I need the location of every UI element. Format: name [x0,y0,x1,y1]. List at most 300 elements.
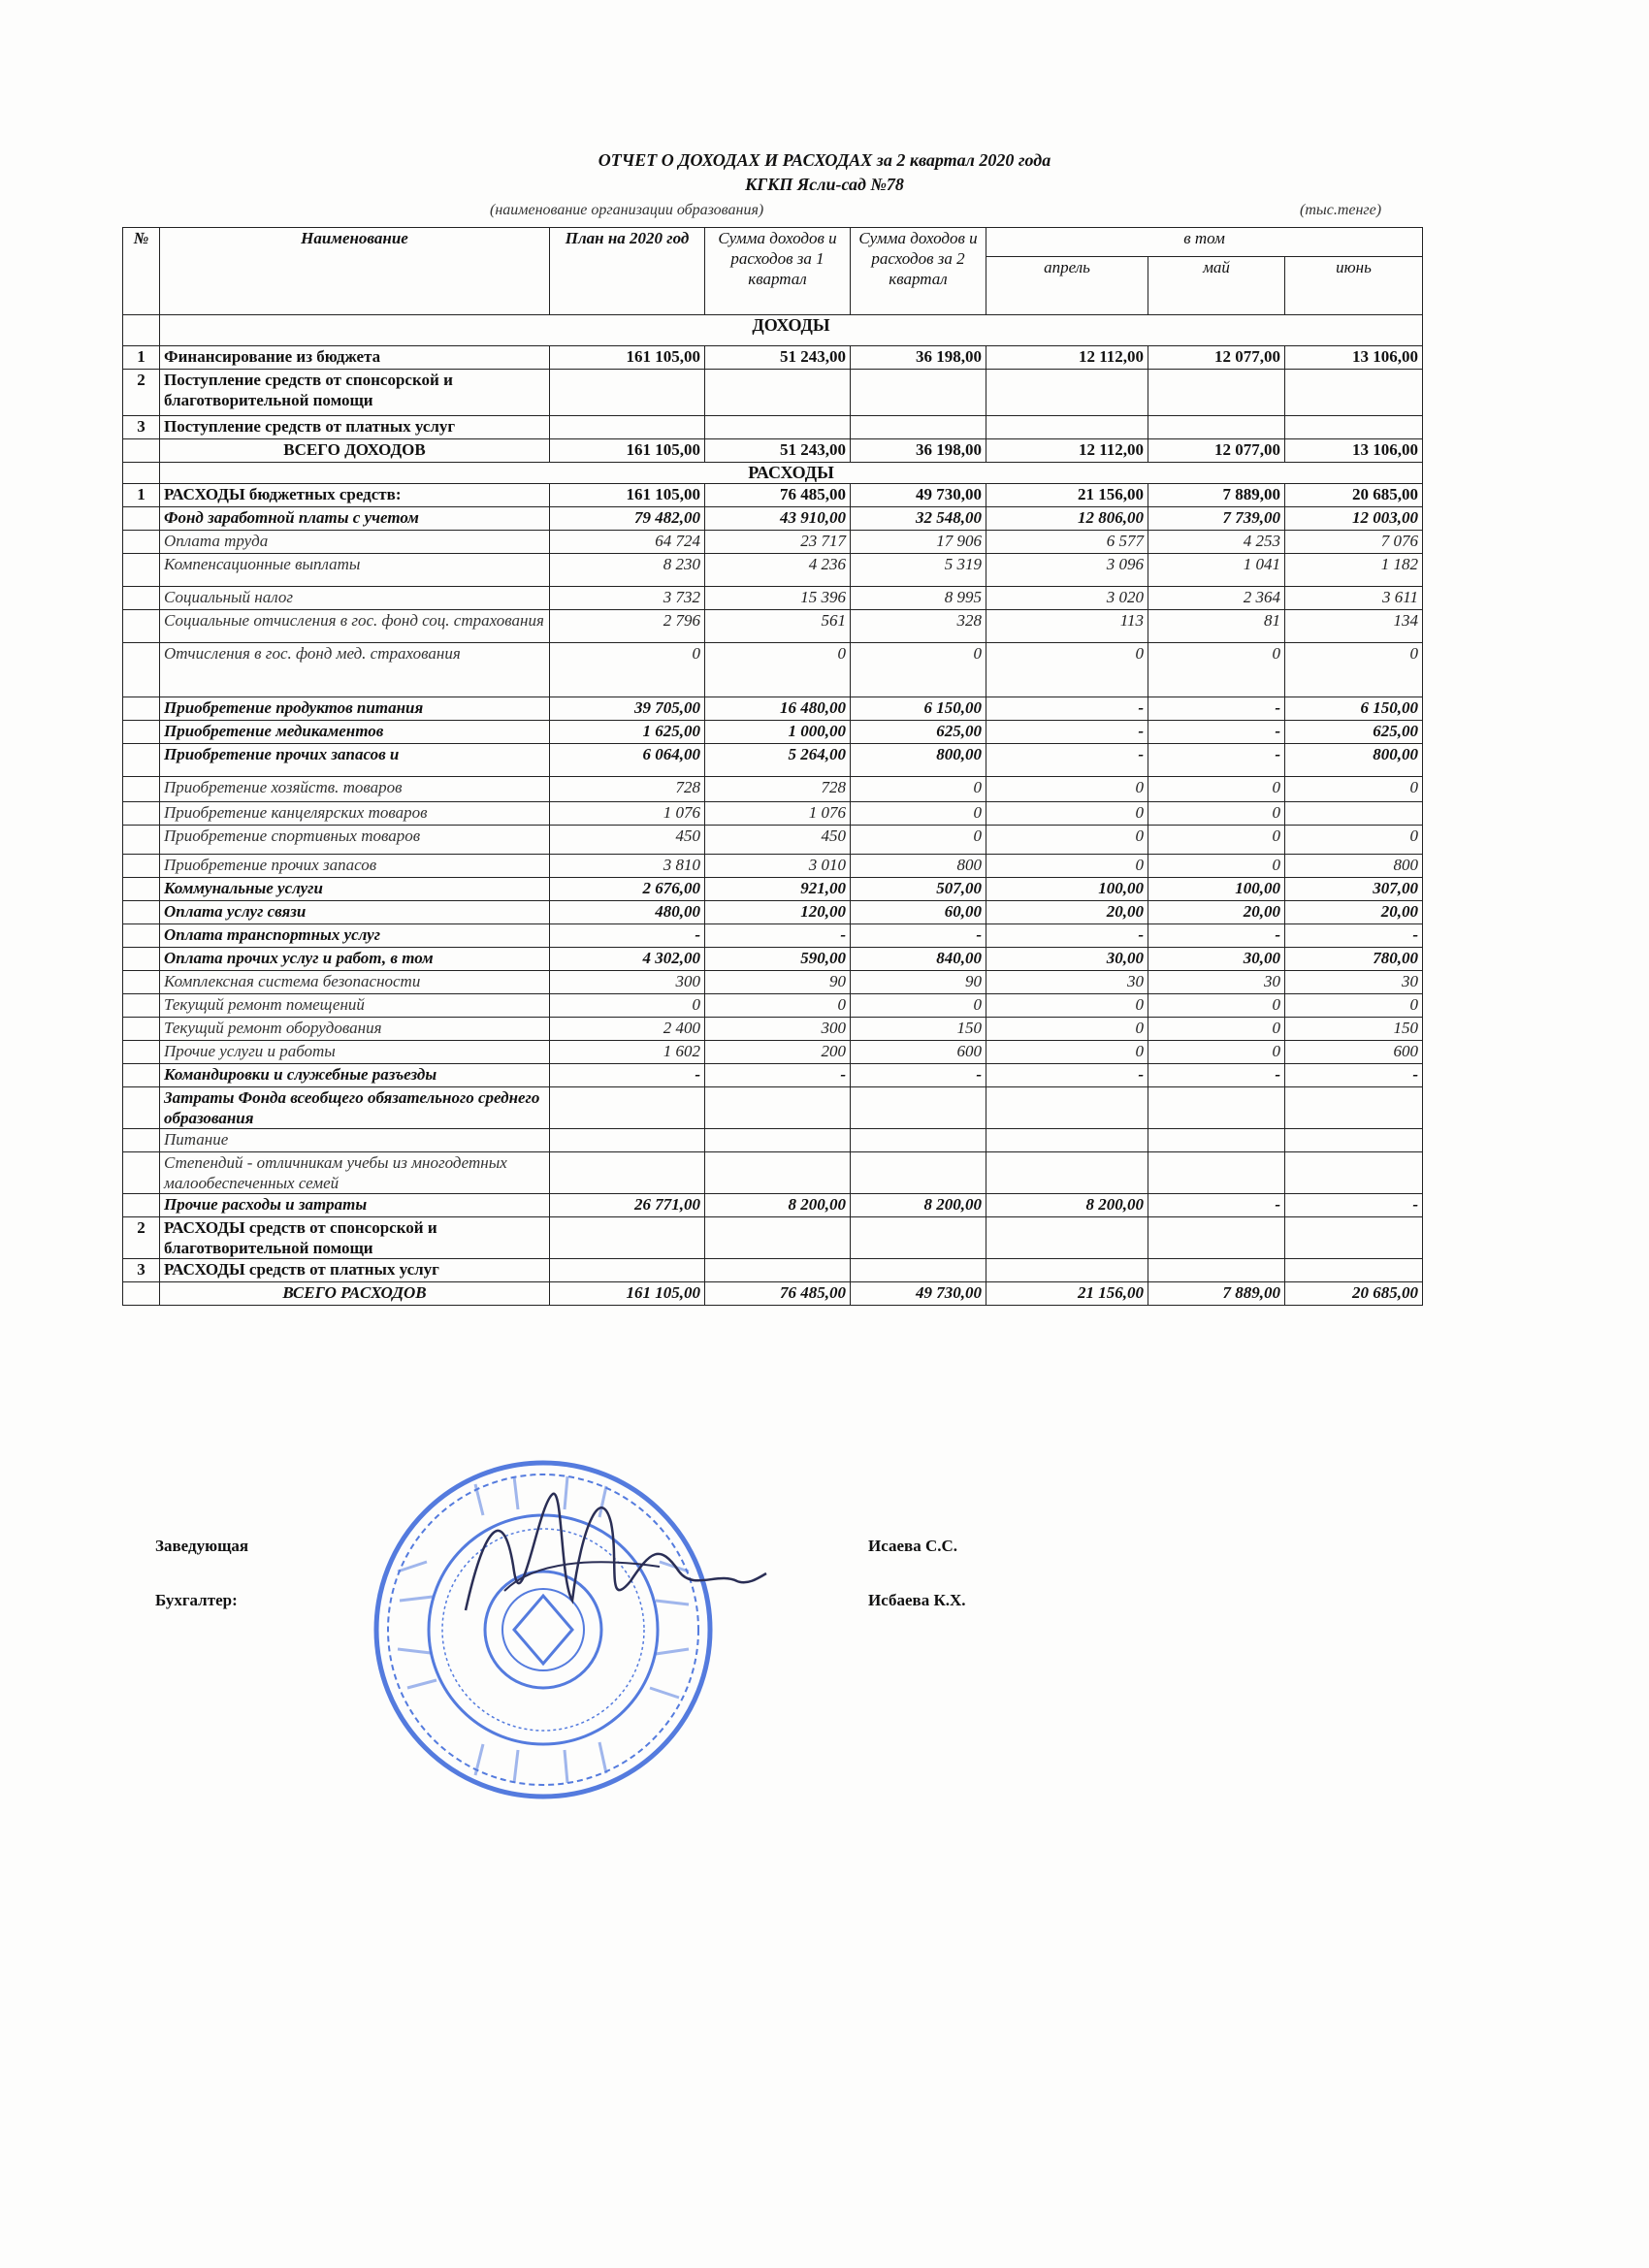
row-name: Финансирование из бюджета [160,346,550,370]
cell-jun [1285,416,1423,439]
cell-may: 12 077,00 [1148,439,1285,463]
row-name: Отчисления в гос. фонд мед. страхования [160,643,550,697]
cell-may: 0 [1148,777,1285,802]
cell-plan [550,1217,705,1259]
cell-q1: 76 485,00 [705,484,851,507]
row-number [123,901,160,924]
cell-may: - [1148,924,1285,948]
cell-plan: 480,00 [550,901,705,924]
row-number: 3 [123,1259,160,1282]
cell-q1: 90 [705,971,851,994]
cell-apr: 0 [986,1018,1148,1041]
cell-q1: 76 485,00 [705,1282,851,1306]
row-name: Командировки и служебные разъезды [160,1064,550,1087]
cell-may: 0 [1148,1018,1285,1041]
cell-jun [1285,370,1423,416]
cell-apr: 0 [986,802,1148,826]
cell-plan: 161 105,00 [550,1282,705,1306]
table-row [123,994,1423,1018]
cell-q2: 90 [851,971,986,994]
cell-q1: 4 236 [705,554,851,587]
row-number: 2 [123,1217,160,1259]
row-name: Комплексная система безопасности [160,971,550,994]
table-row [123,1018,1423,1041]
row-number [123,1129,160,1152]
row-name: Компенсационные выплаты [160,554,550,587]
cell-q2 [851,1129,986,1152]
row-number [123,1194,160,1217]
table-row [123,1194,1423,1217]
cell-q2 [851,416,986,439]
cell-q1: 0 [705,994,851,1018]
signature [446,1465,776,1659]
row-number [123,855,160,878]
row-name: ВСЕГО ДОХОДОВ [160,439,550,463]
row-name: Коммунальные услуги [160,878,550,901]
cell-q1: 51 243,00 [705,346,851,370]
cell-may [1148,1152,1285,1194]
cell-apr: 3 020 [986,587,1148,610]
row-number [123,1152,160,1194]
cell-may: - [1148,697,1285,721]
cell-q2: 150 [851,1018,986,1041]
cell-q1: - [705,1064,851,1087]
cell-q2: 0 [851,643,986,697]
cell-jun: 12 003,00 [1285,507,1423,531]
cell-jun [1285,1129,1423,1152]
cell-apr: 3 096 [986,554,1148,587]
row-name: Приобретение спортивных товаров [160,826,550,855]
cell-plan: 1 625,00 [550,721,705,744]
cell-jun: 3 611 [1285,587,1423,610]
cell-q2: 60,00 [851,901,986,924]
cell-q1 [705,416,851,439]
cell-q2: - [851,1064,986,1087]
cell-jun [1285,1259,1423,1282]
cell-may: - [1148,744,1285,777]
cell-q2 [851,370,986,416]
cell-q2 [851,1259,986,1282]
table-row [123,744,1423,777]
row-number [123,826,160,855]
row-name: Оплата транспортных услуг [160,924,550,948]
cell-apr: - [986,924,1148,948]
cell-q2: 17 906 [851,531,986,554]
total-row [123,439,1423,463]
cell-jun: 800 [1285,855,1423,878]
table-row [123,416,1423,439]
cell-apr: - [986,744,1148,777]
cell-q2: 840,00 [851,948,986,971]
cell-jun: 600 [1285,1041,1423,1064]
cell-q1: 8 200,00 [705,1194,851,1217]
cell-plan: 1 602 [550,1041,705,1064]
row-number [123,1041,160,1064]
cell-jun: 7 076 [1285,531,1423,554]
cell-plan: 300 [550,971,705,994]
cell-apr: 8 200,00 [986,1194,1148,1217]
cell-apr: 30,00 [986,948,1148,971]
row-number [123,1064,160,1087]
table-row [123,1217,1423,1259]
cell-q2: 6 150,00 [851,697,986,721]
cell-jun: 134 [1285,610,1423,643]
cell-q2: 0 [851,826,986,855]
row-number [123,554,160,587]
cell-may: 0 [1148,643,1285,697]
table-row [123,721,1423,744]
cell-jun [1285,802,1423,826]
cell-plan: - [550,1064,705,1087]
cell-may: 1 041 [1148,554,1285,587]
cell-jun: 0 [1285,826,1423,855]
cell-apr [986,1087,1148,1129]
cell-may [1148,416,1285,439]
cell-jun: 0 [1285,643,1423,697]
row-name: Питание [160,1129,550,1152]
table-row [123,826,1423,855]
row-name: РАСХОДЫ средств от спонсорской и благотворительной помощи [160,1217,550,1259]
cell-q1: 15 396 [705,587,851,610]
row-number [123,1282,160,1306]
cell-apr [986,416,1148,439]
cell-q1: 120,00 [705,901,851,924]
cell-jun: 1 182 [1285,554,1423,587]
cell-plan: 1 076 [550,802,705,826]
cell-apr: 0 [986,1041,1148,1064]
cell-q2: 32 548,00 [851,507,986,531]
cell-q2: 8 995 [851,587,986,610]
income-section-header [123,315,1423,346]
cell-apr: - [986,697,1148,721]
row-number [123,777,160,802]
cell-apr: 100,00 [986,878,1148,901]
row-number [123,643,160,697]
row-name: Оплата труда [160,531,550,554]
table-row [123,855,1423,878]
cell-q1 [705,1259,851,1282]
cell-jun: - [1285,924,1423,948]
table-row [123,777,1423,802]
row-name: Поступление средств от платных услуг [160,416,550,439]
row-number [123,994,160,1018]
cell-apr: - [986,1064,1148,1087]
cell-jun: 625,00 [1285,721,1423,744]
row-number [123,697,160,721]
cell-may: 0 [1148,802,1285,826]
cell-apr: 0 [986,826,1148,855]
cell-q1: - [705,924,851,948]
cell-q1: 1 076 [705,802,851,826]
table-row [123,1041,1423,1064]
cell-plan: - [550,924,705,948]
header-q1: Сумма доходов и расходов за 1 квартал [705,228,851,315]
table-row [123,587,1423,610]
row-name: Приобретение прочих запасов и [160,744,550,777]
cell-apr [986,1217,1148,1259]
cell-plan [550,416,705,439]
row-number [123,610,160,643]
income-expense-table [122,227,1423,1306]
row-name: РАСХОДЫ средств от платных услуг [160,1259,550,1282]
cell-apr: 21 156,00 [986,484,1148,507]
cell-q1 [705,1152,851,1194]
cell-may: 0 [1148,1041,1285,1064]
cell-may: 0 [1148,855,1285,878]
cell-apr: 0 [986,777,1148,802]
cell-jun: 0 [1285,994,1423,1018]
cell-q2: 0 [851,994,986,1018]
row-number [123,439,160,463]
table-row [123,802,1423,826]
accountant-name: Исбаева К.Х. [868,1591,966,1609]
table-row [123,878,1423,901]
cell-q2: 625,00 [851,721,986,744]
header-april: апрель [986,257,1148,315]
cell-q2 [851,1217,986,1259]
cell-may: 7 889,00 [1148,484,1285,507]
row-number [123,1087,160,1129]
cell-plan: 64 724 [550,531,705,554]
cell-plan: 39 705,00 [550,697,705,721]
row-name: Социальные отчисления в гос. фонд соц. страхования [160,610,550,643]
cell-may: 2 364 [1148,587,1285,610]
cell-q1: 200 [705,1041,851,1064]
cell-jun [1285,1152,1423,1194]
cell-plan: 8 230 [550,554,705,587]
cell-apr: 12 112,00 [986,439,1148,463]
row-number [123,744,160,777]
row-name: Оплата прочих услуг и работ, в том [160,948,550,971]
cell-jun: 30 [1285,971,1423,994]
cell-plan: 161 105,00 [550,484,705,507]
cell-jun: 20,00 [1285,901,1423,924]
cell-q1: 1 000,00 [705,721,851,744]
table-row [123,554,1423,587]
table-row [123,610,1423,643]
cell-q1: 300 [705,1018,851,1041]
cell-q1 [705,1129,851,1152]
row-name: Текущий ремонт оборудования [160,1018,550,1041]
cell-q2 [851,1152,986,1194]
cell-may: 7 889,00 [1148,1282,1285,1306]
cell-plan: 3 810 [550,855,705,878]
total-row [123,1282,1423,1306]
cell-q2 [851,1087,986,1129]
cell-q2: 800,00 [851,744,986,777]
row-number [123,587,160,610]
cell-apr [986,1129,1148,1152]
row-name: ВСЕГО РАСХОДОВ [160,1282,550,1306]
cell-apr: 20,00 [986,901,1148,924]
cell-plan [550,1152,705,1194]
cell-plan: 0 [550,643,705,697]
cell-may: - [1148,721,1285,744]
row-number: 1 [123,484,160,507]
cell-plan: 728 [550,777,705,802]
cell-q1: 921,00 [705,878,851,901]
cell-q2: 49 730,00 [851,1282,986,1306]
cell-q2: 0 [851,777,986,802]
cell-apr: 0 [986,643,1148,697]
head-label: Заведующая [155,1537,249,1555]
cell-may [1148,370,1285,416]
table-row [123,1064,1423,1087]
cell-jun: 20 685,00 [1285,484,1423,507]
table-row [123,531,1423,554]
cell-apr: 21 156,00 [986,1282,1148,1306]
cell-plan [550,1129,705,1152]
row-name: РАСХОДЫ бюджетных средств: [160,484,550,507]
cell-jun: 307,00 [1285,878,1423,901]
section-no-cell [123,463,160,484]
cell-q1 [705,370,851,416]
cell-q1: 5 264,00 [705,744,851,777]
cell-plan [550,1259,705,1282]
table-row [123,948,1423,971]
cell-may: 30,00 [1148,948,1285,971]
cell-may: 7 739,00 [1148,507,1285,531]
row-name: Степендий - отличникам учебы из многодетных малообеспеченных семей [160,1152,550,1194]
table-row [123,643,1423,697]
cell-apr: - [986,721,1148,744]
cell-jun [1285,1217,1423,1259]
cell-jun: 13 106,00 [1285,439,1423,463]
cell-jun: 6 150,00 [1285,697,1423,721]
cell-plan: 3 732 [550,587,705,610]
cell-q2: 8 200,00 [851,1194,986,1217]
cell-q2: 36 198,00 [851,346,986,370]
row-number: 3 [123,416,160,439]
expense-section-header [123,463,1423,484]
table-row [123,370,1423,416]
cell-jun: - [1285,1064,1423,1087]
row-name: Социальный налог [160,587,550,610]
row-name: Текущий ремонт помещений [160,994,550,1018]
row-name: Приобретение медикаментов [160,721,550,744]
section-label: РАСХОДЫ [160,463,1423,484]
row-name: Прочие услуги и работы [160,1041,550,1064]
row-number [123,948,160,971]
row-number [123,1018,160,1041]
cell-apr: 6 577 [986,531,1148,554]
table-row [123,901,1423,924]
table-row [123,484,1423,507]
cell-apr: 0 [986,994,1148,1018]
row-name: Фонд заработной платы с учетом [160,507,550,531]
cell-may: 0 [1148,826,1285,855]
cell-plan [550,370,705,416]
cell-may: 0 [1148,994,1285,1018]
cell-plan: 6 064,00 [550,744,705,777]
units-label: (тыс.тенге) [1300,202,1382,218]
cell-may: 12 077,00 [1148,346,1285,370]
cell-jun: - [1285,1194,1423,1217]
cell-q1: 0 [705,643,851,697]
row-number [123,878,160,901]
cell-may [1148,1129,1285,1152]
header-june: июнь [1285,257,1423,315]
cell-may: 81 [1148,610,1285,643]
cell-apr: 30 [986,971,1148,994]
cell-q2: 328 [851,610,986,643]
cell-may [1148,1217,1285,1259]
header-name: Наименование [160,228,550,315]
cell-may: 30 [1148,971,1285,994]
cell-jun: 150 [1285,1018,1423,1041]
cell-q1 [705,1087,851,1129]
cell-plan: 2 400 [550,1018,705,1041]
cell-plan: 79 482,00 [550,507,705,531]
row-name: Приобретение продуктов питания [160,697,550,721]
row-number: 1 [123,346,160,370]
row-name: Приобретение прочих запасов [160,855,550,878]
cell-apr: 113 [986,610,1148,643]
cell-plan: 26 771,00 [550,1194,705,1217]
cell-apr: 12 806,00 [986,507,1148,531]
cell-may: 20,00 [1148,901,1285,924]
table-row [123,507,1423,531]
cell-jun: 0 [1285,777,1423,802]
cell-may [1148,1259,1285,1282]
cell-jun [1285,1087,1423,1129]
cell-may: 100,00 [1148,878,1285,901]
table-row [123,924,1423,948]
section-no-cell [123,315,160,346]
row-number [123,971,160,994]
cell-plan [550,1087,705,1129]
table-row [123,971,1423,994]
cell-may: - [1148,1064,1285,1087]
cell-plan: 4 302,00 [550,948,705,971]
cell-may: 4 253 [1148,531,1285,554]
cell-q2: 600 [851,1041,986,1064]
cell-q2: 36 198,00 [851,439,986,463]
cell-q1: 51 243,00 [705,439,851,463]
table-row [123,346,1423,370]
cell-apr [986,370,1148,416]
row-number [123,531,160,554]
cell-jun: 800,00 [1285,744,1423,777]
cell-q2: 5 319 [851,554,986,587]
row-name: Затраты Фонда всеобщего обязательного среднего образования [160,1087,550,1129]
cell-q2: 49 730,00 [851,484,986,507]
accountant-label: Бухгалтер: [155,1591,238,1609]
row-name: Поступление средств от спонсорской и благотворительной помощи [160,370,550,416]
header-q2: Сумма доходов и расходов за 2 квартал [851,228,986,315]
row-number [123,924,160,948]
row-number [123,507,160,531]
cell-jun: 13 106,00 [1285,346,1423,370]
table-row [123,1129,1423,1152]
cell-q1: 450 [705,826,851,855]
head-name: Исаева С.С. [868,1537,958,1555]
cell-apr [986,1152,1148,1194]
cell-q1: 23 717 [705,531,851,554]
header-including: в том [986,228,1423,257]
cell-plan: 0 [550,994,705,1018]
cell-apr: 0 [986,855,1148,878]
cell-q2: - [851,924,986,948]
cell-q1 [705,1217,851,1259]
cell-q2: 507,00 [851,878,986,901]
cell-q1: 561 [705,610,851,643]
cell-q2: 0 [851,802,986,826]
cell-may: - [1148,1194,1285,1217]
row-number [123,721,160,744]
row-number: 2 [123,370,160,416]
header-no: № [123,228,160,315]
